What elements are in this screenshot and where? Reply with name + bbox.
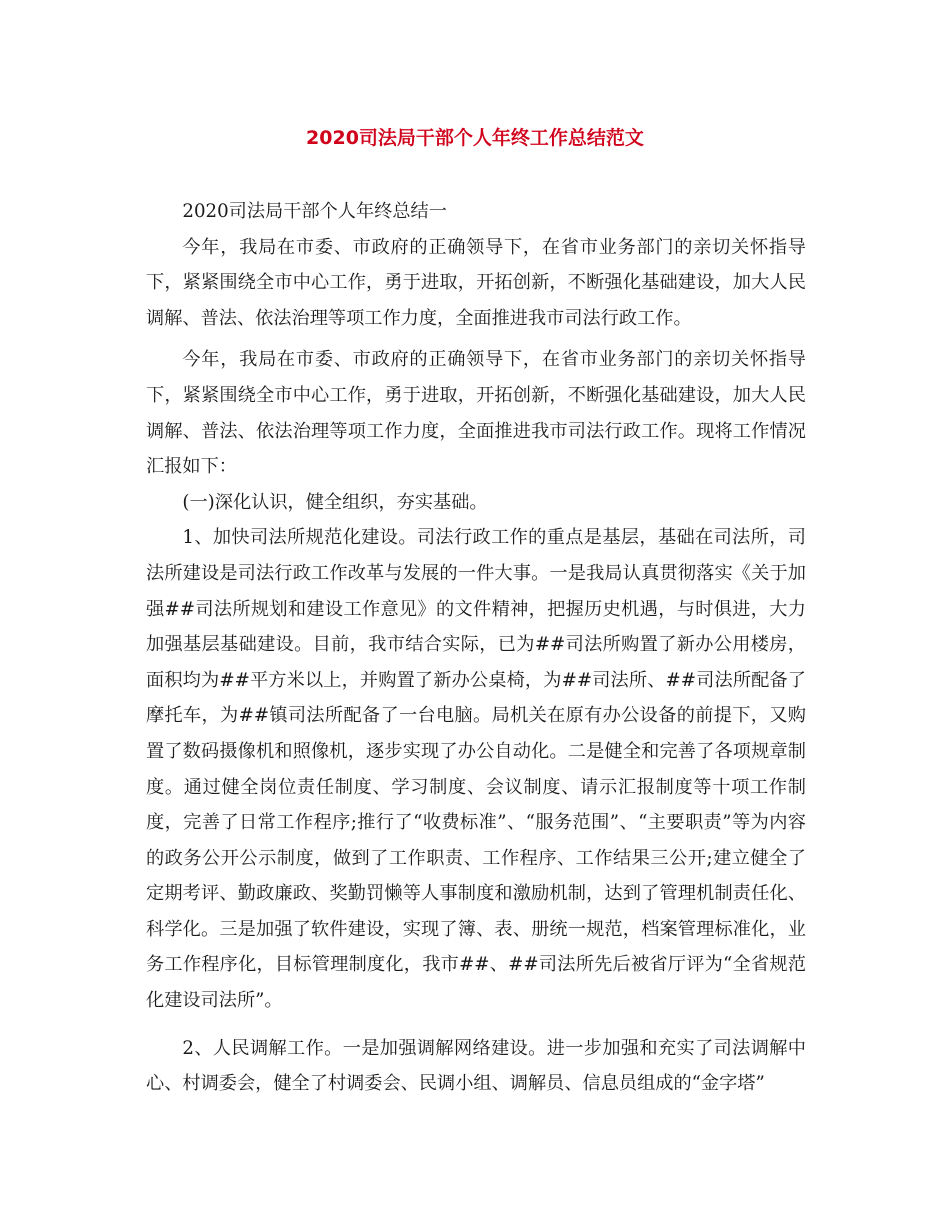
section-heading: 2020司法局干部个人年终总结一 <box>182 201 447 222</box>
paragraph: 今年，我局在市委、市政府的正确领导下，在省市业务部门的亲切关怀指导下，紧紧围绕全市中心工作，勇于进取，开拓创新，不断强化基础建设，加大人民调解、普法、依法治理等项工作力度，全面推进我市司法行政工作。现将工作情况汇报如下： <box>146 349 806 478</box>
document-title: 2020司法局干部个人年终工作总结范文 <box>306 127 644 149</box>
subsection-heading: (一)深化认识，健全组织，夯实基础。 <box>182 491 488 513</box>
paragraph: 1、加快司法所规范化建设。司法行政工作的重点是基层，基础在司法所，司法所建设是司法行政工作改革与发展的一件大事。一是我局认真贯彻落实《关于加强##司法所规划和建设工作意见》的文件精神，把握历史机遇，与时俱进，大力加强基层基础建设。目前，我市结合实际，已为##司法所购置了新办公用楼房，面积均为##平方米以上，并购置了新办公桌椅，为##司法所、##司法所配备了摩托车，为##镇司法所配备了一台电脑。局机关在原有办公设备的前提下，又购置了数码摄像机和照像机，逐步实现了办公自动化。二是健全和完善了各项规章制度。通过健全岗位责任制度、学习制度、会议制度、请示汇报制度等十项工作制度，完善了日常工作程序;推行了“收费标准”、“服务范围”、“主要职责”等为内容的政务公开公示制度，做到了工作职责、工作程序、工作结果三公开;建立健全了定期考评、勤政廉政、奖勤罚懒等人事制度和激励机制，达到了管理机制责任化、科学化。三是加强了软件建设，实现了簿、表、册统一规范，档案管理标准化，业务工作程序化，目标管理制度化，我市##、##司法所先后被省厅评为“全省规范化建设司法所”。 <box>146 527 806 1012</box>
paragraph: 今年，我局在市委、市政府的正确领导下，在省市业务部门的亲切关怀指导下，紧紧围绕全市中心工作，勇于进取，开拓创新，不断强化基础建设，加大人民调解、普法、依法治理等项工作力度，全面推进我市司法行政工作。 <box>146 236 806 329</box>
paragraph: 2、人民调解工作。一是加强调解网络建设。进一步加强和充实了司法调解中心、村调委会，健全了村调委会、民调小组、调解员、信息员组成的“金字塔” <box>146 1037 806 1095</box>
document-body <box>146 194 806 1102</box>
